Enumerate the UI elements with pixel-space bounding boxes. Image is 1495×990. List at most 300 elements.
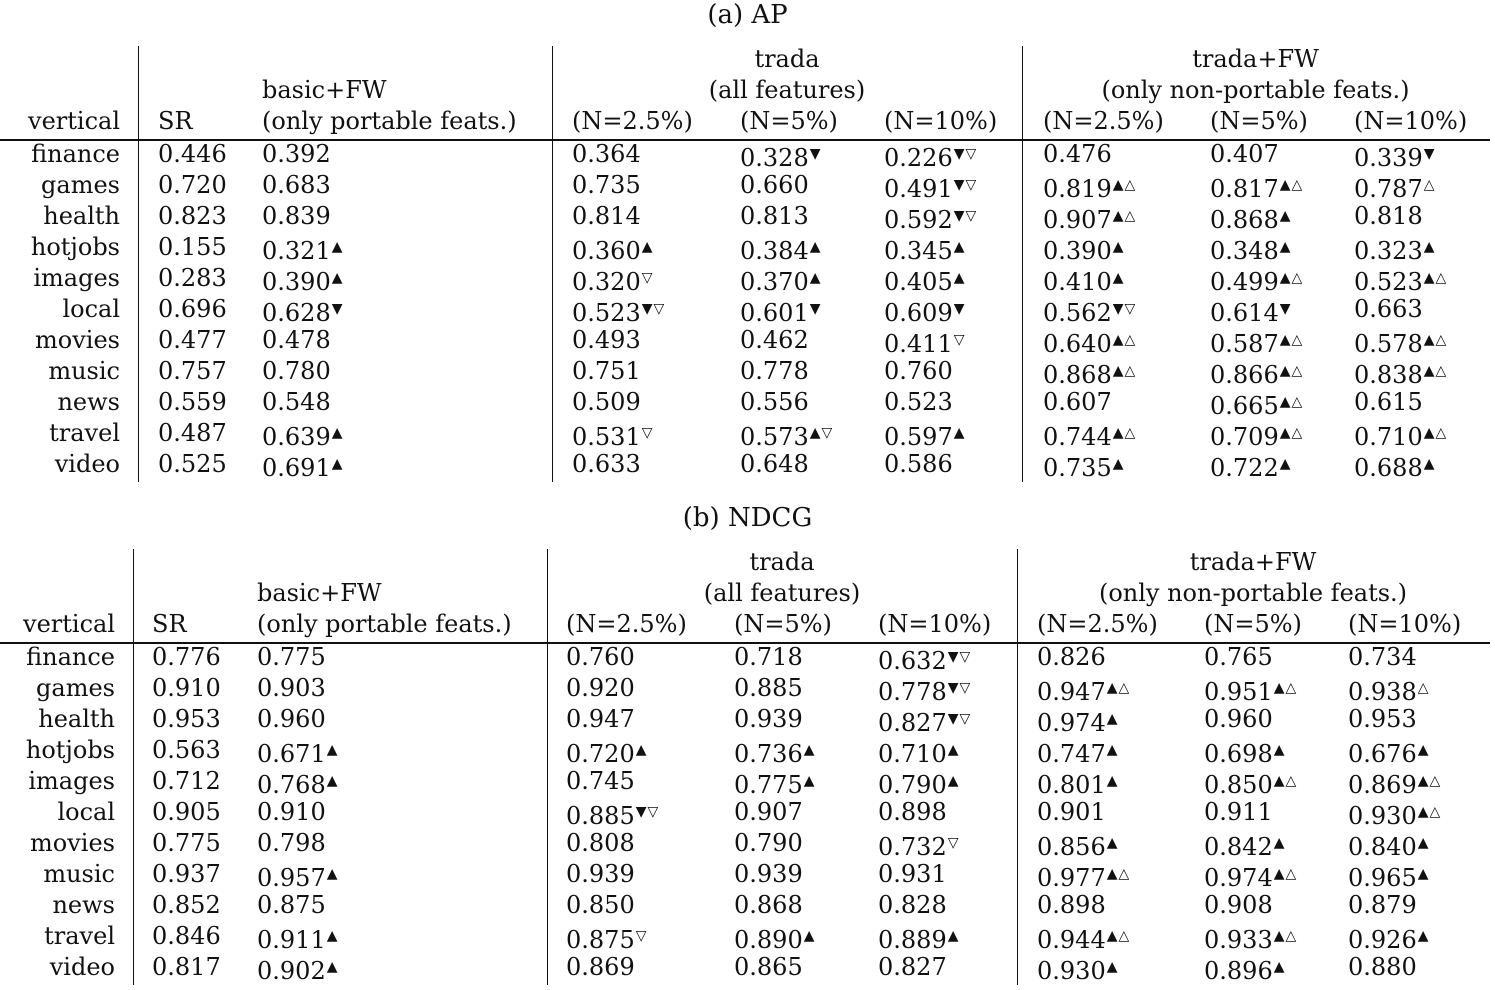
- trada-subheader: (all features): [708, 76, 866, 104]
- significance-marker-icon: ▲△: [1112, 425, 1137, 441]
- score-cell: [262, 326, 331, 354]
- row-label: games: [36, 674, 115, 702]
- score-cell: [566, 798, 659, 830]
- score-value: 0.405: [884, 268, 953, 296]
- trada-fw-subheader: (only non-portable feats.): [1098, 579, 1408, 607]
- score-value: 0.709: [1210, 423, 1279, 451]
- row-label: games: [41, 171, 120, 199]
- score-value: 0.562: [1043, 299, 1112, 327]
- score-cell: [1348, 736, 1430, 768]
- score-value: 0.698: [1204, 740, 1273, 768]
- score-value: 0.407: [1210, 140, 1279, 168]
- score-value: 0.910: [257, 798, 326, 826]
- score-value: 0.911: [257, 926, 326, 954]
- score-cell: [1204, 643, 1273, 671]
- score-cell: [1037, 674, 1130, 706]
- score-value: 0.587: [1210, 330, 1279, 358]
- score-value: 0.155: [158, 233, 227, 261]
- row-label: images: [28, 767, 115, 795]
- significance-marker-icon: ▲: [326, 742, 339, 758]
- score-cell: [734, 643, 803, 671]
- score-cell: [152, 891, 221, 919]
- significance-marker-icon: ▲: [1417, 742, 1430, 758]
- score-value: 0.879: [1348, 891, 1417, 919]
- score-cell: [884, 295, 966, 327]
- score-value: 0.898: [1037, 891, 1106, 919]
- score-cell: [158, 171, 227, 199]
- score-cell: [152, 705, 221, 733]
- score-value: 0.951: [1204, 678, 1273, 706]
- score-value: 0.370: [740, 268, 809, 296]
- score-cell: [740, 450, 809, 478]
- column-separator: [133, 549, 134, 985]
- score-cell: [1037, 953, 1119, 985]
- score-cell: [734, 705, 803, 733]
- significance-marker-icon: ▲△: [1273, 928, 1298, 944]
- score-value: 0.926: [1348, 926, 1417, 954]
- score-cell: [1354, 202, 1423, 230]
- row-label: travel: [49, 419, 120, 447]
- score-value: 0.885: [734, 674, 803, 702]
- score-value: 0.902: [257, 957, 326, 985]
- score-cell: [1348, 922, 1430, 954]
- trada-fw-header: trada+FW: [1189, 548, 1317, 576]
- score-value: 0.720: [158, 171, 227, 199]
- score-value: 0.446: [158, 140, 227, 168]
- score-value: 0.632: [878, 647, 947, 675]
- score-value: 0.856: [1037, 833, 1106, 861]
- significance-marker-icon: ▲: [947, 928, 960, 944]
- significance-marker-icon: ▲: [953, 239, 966, 255]
- score-cell: [152, 953, 221, 981]
- significance-marker-icon: ▲▽: [809, 425, 834, 441]
- row-label: video: [49, 953, 115, 981]
- score-value: 0.696: [158, 295, 227, 323]
- score-value: 0.328: [740, 144, 809, 172]
- score-cell: [1354, 233, 1436, 265]
- score-cell: [1037, 643, 1106, 671]
- score-cell: [257, 891, 326, 919]
- score-value: 0.476: [1043, 140, 1112, 168]
- score-cell: [1210, 264, 1303, 296]
- score-value: 0.720: [566, 740, 635, 768]
- score-cell: [158, 202, 227, 230]
- significance-marker-icon: ▼▽: [641, 301, 666, 317]
- score-cell: [257, 860, 339, 892]
- score-value: 0.392: [262, 140, 331, 168]
- basic-fw-header: basic+FW: [257, 579, 382, 607]
- score-value: 0.691: [262, 454, 331, 482]
- score-value: 0.869: [566, 953, 635, 981]
- significance-marker-icon: ▲: [809, 270, 822, 286]
- score-cell: [1210, 357, 1303, 389]
- score-cell: [1348, 643, 1417, 671]
- n-level-header: (N=2.5%): [566, 610, 687, 638]
- row-label: health: [43, 202, 120, 230]
- score-value: 0.819: [1043, 175, 1112, 203]
- score-cell: [158, 326, 227, 354]
- significance-marker-icon: ▲: [326, 928, 339, 944]
- row-label: images: [33, 264, 120, 292]
- score-value: 0.823: [158, 202, 227, 230]
- score-value: 0.896: [1204, 957, 1273, 985]
- score-cell: [1354, 295, 1423, 323]
- score-cell: [878, 643, 971, 675]
- score-cell: [572, 140, 641, 168]
- score-cell: [572, 295, 665, 327]
- significance-marker-icon: ▽: [635, 928, 648, 944]
- score-cell: [740, 233, 822, 265]
- score-value: 0.953: [152, 705, 221, 733]
- score-cell: [262, 202, 331, 230]
- score-value: 0.868: [1210, 206, 1279, 234]
- score-value: 0.509: [572, 388, 641, 416]
- score-cell: [1204, 705, 1273, 733]
- score-cell: [572, 233, 654, 265]
- score-value: 0.487: [158, 419, 227, 447]
- score-cell: [740, 202, 809, 230]
- score-cell: [262, 419, 344, 451]
- score-cell: [1037, 798, 1106, 826]
- score-value: 0.348: [1210, 237, 1279, 265]
- trada-header: trada: [754, 45, 820, 73]
- row-label: health: [38, 705, 115, 733]
- score-cell: [1037, 705, 1119, 737]
- score-value: 0.477: [158, 326, 227, 354]
- score-cell: [1204, 674, 1297, 706]
- score-cell: [884, 419, 966, 451]
- score-cell: [884, 202, 977, 234]
- score-cell: [884, 450, 953, 478]
- score-cell: [1043, 202, 1136, 234]
- significance-marker-icon: ▲: [331, 239, 344, 255]
- score-cell: [566, 643, 635, 671]
- score-cell: [262, 233, 344, 265]
- score-cell: [1348, 829, 1430, 861]
- significance-marker-icon: ▼▽: [947, 649, 972, 665]
- score-cell: [1204, 798, 1273, 826]
- significance-marker-icon: ▽: [641, 270, 654, 286]
- significance-marker-icon: ▲: [1423, 456, 1436, 472]
- row-label: music: [48, 357, 120, 385]
- score-value: 0.531: [572, 423, 641, 451]
- significance-marker-icon: ▲: [803, 773, 816, 789]
- score-value: 0.663: [1354, 295, 1423, 323]
- sr-column-header: SR: [152, 610, 187, 638]
- score-value: 0.735: [1043, 454, 1112, 482]
- column-separator: [552, 46, 553, 482]
- score-cell: [1348, 798, 1441, 830]
- significance-marker-icon: ▲△: [1279, 394, 1304, 410]
- score-cell: [158, 357, 227, 385]
- score-cell: [734, 767, 816, 799]
- score-cell: [1043, 295, 1136, 327]
- score-cell: [884, 326, 966, 358]
- score-value: 0.548: [262, 388, 331, 416]
- significance-marker-icon: ▲: [1273, 959, 1286, 975]
- score-cell: [572, 388, 641, 416]
- score-value: 0.790: [878, 771, 947, 799]
- significance-marker-icon: ▲△: [1106, 680, 1131, 696]
- score-value: 0.889: [878, 926, 947, 954]
- score-value: 0.890: [734, 926, 803, 954]
- score-value: 0.732: [878, 833, 947, 861]
- score-cell: [1210, 295, 1292, 327]
- score-cell: [1210, 140, 1279, 168]
- score-cell: [1037, 922, 1130, 954]
- significance-marker-icon: ▲: [953, 270, 966, 286]
- row-label: video: [54, 450, 120, 478]
- score-cell: [1043, 264, 1125, 296]
- score-value: 0.930: [1037, 957, 1106, 985]
- score-cell: [740, 264, 822, 296]
- score-value: 0.360: [572, 237, 641, 265]
- n-level-header: (N=2.5%): [572, 107, 693, 135]
- score-value: 0.745: [566, 767, 635, 795]
- score-value: 0.866: [1210, 361, 1279, 389]
- score-cell: [566, 736, 648, 768]
- score-cell: [1210, 202, 1292, 234]
- score-value: 0.597: [884, 423, 953, 451]
- score-value: 0.937: [152, 860, 221, 888]
- score-cell: [1210, 450, 1292, 482]
- significance-marker-icon: ▲: [947, 773, 960, 789]
- n-level-header: (N=2.5%): [1043, 107, 1164, 135]
- score-value: 0.760: [884, 357, 953, 385]
- score-cell: [572, 450, 641, 478]
- score-value: 0.776: [152, 643, 221, 671]
- significance-marker-icon: ▲: [947, 742, 960, 758]
- score-value: 0.710: [878, 740, 947, 768]
- score-cell: [1354, 357, 1447, 389]
- score-value: 0.768: [257, 771, 326, 799]
- vertical-column-header: vertical: [23, 610, 115, 638]
- significance-marker-icon: ▲: [641, 239, 654, 255]
- score-value: 0.639: [262, 423, 331, 451]
- score-cell: [152, 798, 221, 826]
- score-cell: [262, 264, 344, 296]
- score-cell: [566, 705, 635, 733]
- significance-marker-icon: △: [1417, 680, 1430, 696]
- score-value: 0.747: [1037, 740, 1106, 768]
- score-value: 0.609: [884, 299, 953, 327]
- score-value: 0.933: [1204, 926, 1273, 954]
- n-level-header: (N=10%): [1354, 107, 1468, 135]
- score-cell: [1204, 953, 1286, 985]
- score-value: 0.384: [740, 237, 809, 265]
- score-cell: [152, 922, 221, 950]
- score-cell: [262, 140, 331, 168]
- score-cell: [1043, 326, 1136, 358]
- significance-marker-icon: ▼▽: [953, 208, 978, 224]
- score-value: 0.960: [257, 705, 326, 733]
- score-cell: [1210, 326, 1303, 358]
- score-cell: [262, 388, 331, 416]
- significance-marker-icon: ▼: [953, 301, 966, 317]
- significance-marker-icon: ▼: [809, 301, 822, 317]
- score-value: 0.938: [1348, 678, 1417, 706]
- n-level-header: (N=5%): [740, 107, 838, 135]
- score-cell: [734, 953, 803, 981]
- vertical-column-header: vertical: [28, 107, 120, 135]
- score-cell: [1348, 953, 1417, 981]
- significance-marker-icon: ▼▽: [635, 804, 660, 820]
- score-cell: [1037, 829, 1119, 861]
- significance-marker-icon: ▲△: [1112, 177, 1137, 193]
- score-value: 0.320: [572, 268, 641, 296]
- n-level-header: (N=10%): [1348, 610, 1462, 638]
- score-value: 0.974: [1204, 864, 1273, 892]
- score-value: 0.875: [257, 891, 326, 919]
- score-value: 0.491: [884, 175, 953, 203]
- score-value: 0.523: [572, 299, 641, 327]
- score-cell: [158, 388, 227, 416]
- n-level-header: (N=2.5%): [1037, 610, 1158, 638]
- score-value: 0.787: [1354, 175, 1423, 203]
- score-cell: [1348, 674, 1430, 706]
- score-cell: [1354, 450, 1436, 482]
- score-value: 0.846: [152, 922, 221, 950]
- score-value: 0.817: [152, 953, 221, 981]
- significance-marker-icon: ▼▽: [953, 177, 978, 193]
- score-cell: [566, 953, 635, 981]
- significance-marker-icon: △: [1423, 177, 1436, 193]
- column-separator: [1022, 46, 1023, 482]
- row-label: finance: [26, 643, 115, 671]
- score-cell: [740, 140, 822, 172]
- trada-header: trada: [749, 548, 815, 576]
- score-cell: [740, 388, 809, 416]
- score-value: 0.735: [572, 171, 641, 199]
- significance-marker-icon: ▼▽: [947, 711, 972, 727]
- score-value: 0.523: [884, 388, 953, 416]
- score-cell: [566, 891, 635, 919]
- score-cell: [1043, 233, 1125, 265]
- significance-marker-icon: ▲△: [1106, 928, 1131, 944]
- significance-marker-icon: ▲△: [1279, 270, 1304, 286]
- score-cell: [884, 140, 977, 172]
- row-label: local: [57, 798, 115, 826]
- score-cell: [734, 736, 816, 768]
- score-value: 0.751: [572, 357, 641, 385]
- score-value: 0.974: [1037, 709, 1106, 737]
- score-value: 0.907: [734, 798, 803, 826]
- trada-fw-subheader: (only non-portable feats.): [1101, 76, 1410, 104]
- score-value: 0.977: [1037, 864, 1106, 892]
- score-value: 0.840: [1348, 833, 1417, 861]
- column-separator: [138, 46, 139, 482]
- row-label: news: [57, 388, 120, 416]
- score-value: 0.813: [740, 202, 809, 230]
- score-cell: [257, 953, 339, 985]
- score-cell: [1354, 171, 1436, 203]
- score-value: 0.960: [1204, 705, 1273, 733]
- significance-marker-icon: ▲: [1273, 835, 1286, 851]
- score-value: 0.676: [1348, 740, 1417, 768]
- score-value: 0.911: [1204, 798, 1273, 826]
- score-cell: [572, 264, 654, 296]
- significance-marker-icon: ▲: [635, 742, 648, 758]
- score-cell: [740, 171, 809, 199]
- score-value: 0.578: [1354, 330, 1423, 358]
- n-level-header: (N=10%): [878, 610, 992, 638]
- score-value: 0.814: [572, 202, 641, 230]
- score-value: 0.390: [1043, 237, 1112, 265]
- score-cell: [572, 357, 641, 385]
- score-value: 0.905: [152, 798, 221, 826]
- basic-fw-header: basic+FW: [262, 76, 387, 104]
- score-cell: [566, 767, 635, 795]
- score-cell: [884, 388, 953, 416]
- score-cell: [1043, 140, 1112, 168]
- score-cell: [572, 419, 654, 451]
- score-value: 0.556: [740, 388, 809, 416]
- score-cell: [734, 798, 803, 826]
- score-value: 0.665: [1210, 392, 1279, 420]
- score-cell: [152, 736, 221, 764]
- score-value: 0.283: [158, 264, 227, 292]
- score-cell: [878, 674, 971, 706]
- significance-marker-icon: ▲: [1417, 866, 1430, 882]
- score-cell: [1037, 860, 1130, 892]
- score-cell: [158, 140, 227, 168]
- significance-marker-icon: ▲: [1273, 742, 1286, 758]
- score-value: 0.614: [1210, 299, 1279, 327]
- score-value: 0.953: [1348, 705, 1417, 733]
- score-value: 0.828: [878, 891, 947, 919]
- significance-marker-icon: ▲△: [1423, 270, 1448, 286]
- score-value: 0.939: [566, 860, 635, 888]
- basic-fw-subheader: (only portable feats.): [262, 107, 517, 135]
- table-caption: (b) NDCG: [682, 503, 813, 533]
- score-value: 0.633: [572, 450, 641, 478]
- score-value: 0.898: [878, 798, 947, 826]
- significance-marker-icon: ▲: [1112, 239, 1125, 255]
- significance-marker-icon: ▲: [1279, 239, 1292, 255]
- score-cell: [257, 829, 326, 857]
- score-cell: [1043, 171, 1136, 203]
- score-cell: [1204, 767, 1297, 799]
- score-cell: [1043, 357, 1136, 389]
- score-cell: [566, 860, 635, 888]
- score-cell: [884, 264, 966, 296]
- significance-marker-icon: ▲: [1106, 742, 1119, 758]
- score-cell: [152, 860, 221, 888]
- score-value: 0.778: [878, 678, 947, 706]
- score-value: 0.818: [1354, 202, 1423, 230]
- score-cell: [158, 264, 227, 292]
- score-cell: [1037, 767, 1119, 799]
- score-cell: [1043, 388, 1112, 416]
- significance-marker-icon: ▼: [1423, 146, 1436, 162]
- score-value: 0.628: [262, 299, 331, 327]
- score-cell: [566, 922, 648, 954]
- row-label: travel: [44, 922, 115, 950]
- score-cell: [1210, 233, 1292, 265]
- score-cell: [1210, 388, 1303, 420]
- significance-marker-icon: ▲: [331, 456, 344, 472]
- score-cell: [734, 674, 803, 702]
- score-value: 0.817: [1210, 175, 1279, 203]
- significance-marker-icon: ▲: [1112, 270, 1125, 286]
- score-value: 0.775: [257, 643, 326, 671]
- score-cell: [1043, 419, 1136, 451]
- score-value: 0.903: [257, 674, 326, 702]
- score-cell: [158, 295, 227, 323]
- score-value: 0.722: [1210, 454, 1279, 482]
- row-label: hotjobs: [30, 233, 120, 261]
- score-cell: [734, 922, 816, 954]
